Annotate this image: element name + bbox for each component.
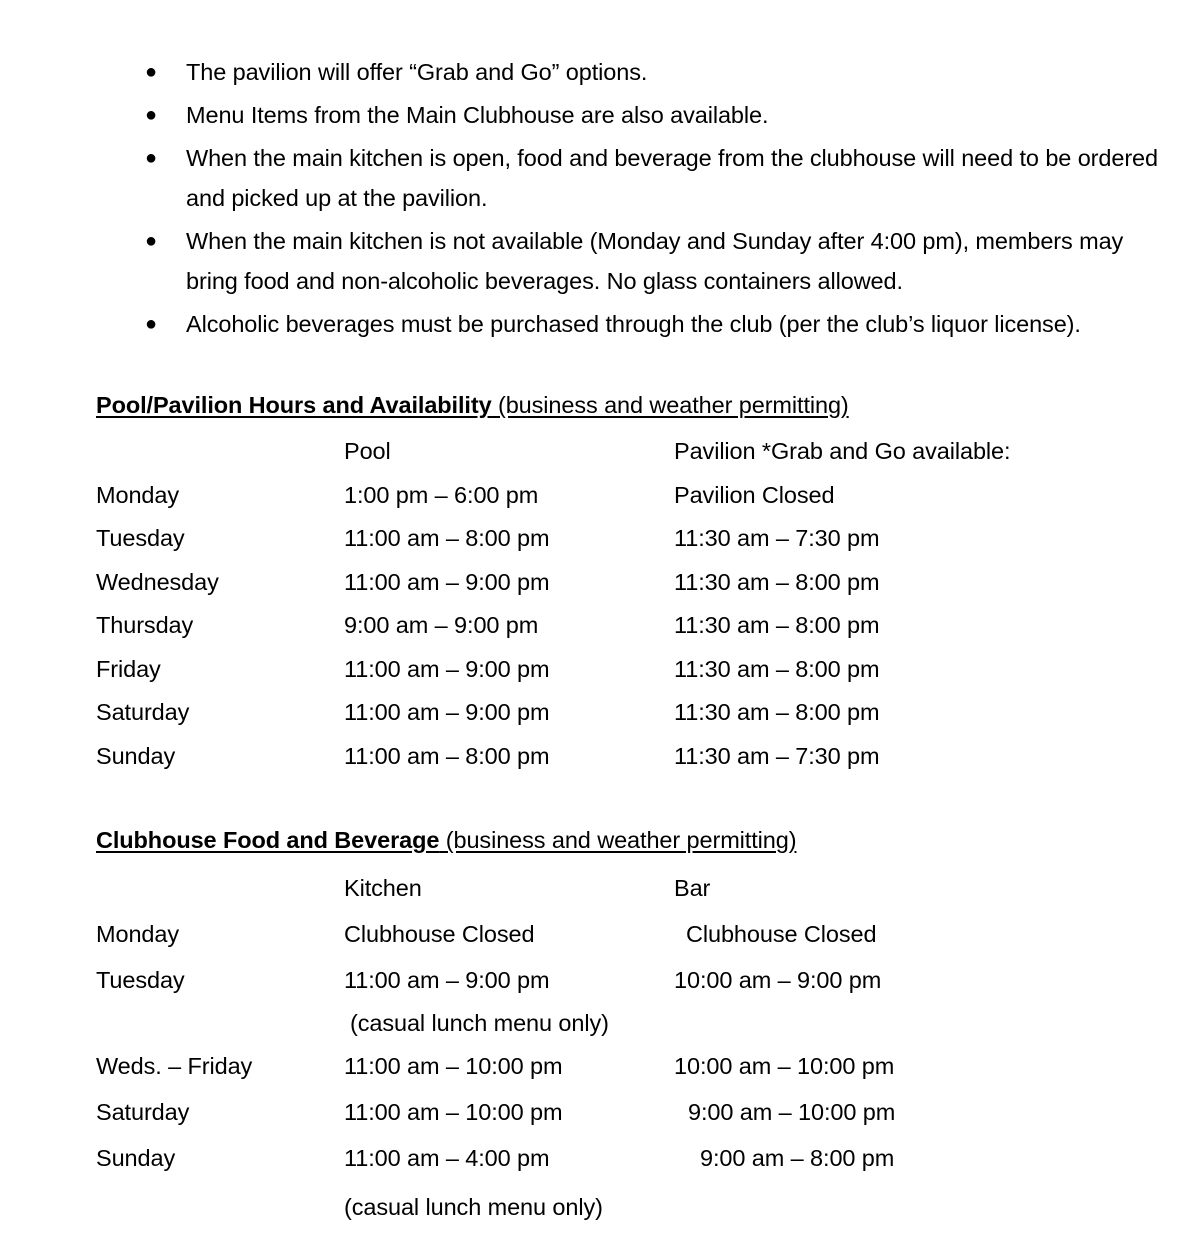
bar-hours: 10:00 am – 9:00 pm	[674, 967, 882, 993]
table-header-row	[96, 430, 1096, 474]
kitchen-hours-note: (casual lunch menu only)	[350, 1010, 609, 1036]
bullet-text: Alcoholic beverages must be purchased through the club (per the club’s liquor license).	[186, 311, 1081, 337]
pool-hours: 11:00 am – 9:00 pm	[344, 568, 550, 595]
bar-hours: 10:00 am – 10:00 pm	[674, 1053, 895, 1079]
pool-heading-note: (business and weather permitting)	[491, 392, 849, 418]
list-item	[138, 221, 1178, 301]
row-day-label: Tuesday	[96, 967, 185, 993]
column-header-pavilion	[674, 430, 1096, 474]
kitchen-hours: 11:00 am – 10:00 pm	[344, 1099, 563, 1125]
pavilion-hours: 11:30 am – 8:00 pm	[674, 699, 880, 725]
footer-spacer	[96, 1181, 344, 1233]
bullet-text: When the main kitchen is open, food and beverage from the clubhouse will need to be ordered and picked up at the pavilion.	[186, 145, 1158, 211]
bullet-text: The pavilion will offer “Grab and Go” options.	[186, 59, 648, 85]
table-row	[96, 561, 1096, 605]
kitchen-hours-cell	[344, 957, 674, 1043]
table-row	[96, 517, 1096, 561]
bullet-text: When the main kitchen is not available (Monday and Sunday after 4:00 pm), members may bring food and non-alcoholic beverages. No glass containers allowed.	[186, 228, 1124, 294]
list-item	[138, 95, 1178, 135]
row-day-label: Tuesday	[96, 525, 185, 551]
clubhouse-footer-note: (casual lunch menu only)	[344, 1194, 603, 1220]
pavilion-hours: 11:30 am – 7:30 pm	[674, 742, 880, 769]
pavilion-hours: Pavilion Closed	[674, 481, 835, 508]
pool-hours: 11:00 am – 9:00 pm	[344, 699, 550, 725]
pavilion-hours: 11:30 am – 8:00 pm	[674, 568, 880, 595]
table-row	[96, 1043, 1096, 1089]
kitchen-hours: 11:00 am – 4:00 pm	[344, 1145, 550, 1171]
row-day-label: Sunday	[96, 742, 176, 769]
kitchen-hours: Clubhouse Closed	[344, 921, 535, 947]
pool-hours: 11:00 am – 8:00 pm	[344, 525, 550, 551]
table-row	[96, 648, 1096, 692]
pavilion-hours: 11:30 am – 8:00 pm	[674, 612, 880, 638]
row-day-label: Saturday	[96, 1099, 190, 1125]
pool-pavilion-schedule-table	[96, 430, 1096, 778]
bullet-dot-icon: ●	[145, 313, 157, 335]
row-day-label: Monday	[96, 481, 180, 508]
table-footer-row	[96, 1181, 1096, 1233]
table-row	[96, 735, 1096, 779]
pool-hours: 11:00 am – 8:00 pm	[344, 742, 550, 769]
bullet-dot-icon: ●	[145, 61, 157, 83]
table-row	[96, 957, 1096, 1043]
bar-hours: 9:00 am – 8:00 pm	[700, 1145, 895, 1171]
row-day-label: Wednesday	[96, 568, 219, 595]
bullet-dot-icon: ●	[145, 230, 157, 252]
table-row	[96, 691, 1096, 735]
clubhouse-section-heading	[96, 825, 796, 855]
table-header-row	[96, 865, 1096, 911]
bullet-dot-icon: ●	[145, 104, 157, 126]
pool-hours: 9:00 am – 9:00 pm	[344, 612, 539, 638]
pool-section-heading	[96, 390, 849, 420]
row-day-label: Saturday	[96, 699, 190, 725]
table-row	[96, 911, 1096, 957]
row-day-label: Friday	[96, 655, 161, 682]
pavilion-hours: 11:30 am – 8:00 pm	[674, 655, 880, 682]
bar-hours: 9:00 am – 10:00 pm	[688, 1099, 896, 1125]
row-day-label: Thursday	[96, 612, 194, 638]
bar-hours: Clubhouse Closed	[686, 921, 877, 947]
row-day-label: Sunday	[96, 1145, 176, 1171]
bullet-dot-icon: ●	[145, 147, 157, 169]
pool-hours: 11:00 am – 9:00 pm	[344, 655, 550, 682]
clubhouse-heading-title: Clubhouse Food and Beverage	[96, 827, 440, 853]
footer-spacer-right	[674, 1181, 1096, 1233]
policy-bullet-list	[138, 52, 1178, 347]
table-row	[96, 1089, 1096, 1135]
column-header-day	[96, 430, 344, 474]
list-item	[138, 138, 1178, 218]
row-day-label: Weds. – Friday	[96, 1053, 253, 1079]
pool-heading-title: Pool/Pavilion Hours and Availability	[96, 392, 492, 418]
kitchen-hours: 11:00 am – 9:00 pm	[344, 967, 550, 993]
row-day-label: Monday	[96, 921, 180, 947]
column-header-pool: Pool	[344, 438, 391, 464]
table-row	[96, 1135, 1096, 1181]
column-header-day	[96, 865, 344, 911]
list-item	[138, 304, 1178, 344]
column-header-pavilion-note: *Grab and Go available:	[755, 438, 1011, 464]
table-row	[96, 474, 1096, 518]
pavilion-hours: 11:30 am – 7:30 pm	[674, 525, 880, 551]
column-header-pavilion-label: Pavilion	[674, 438, 756, 464]
clubhouse-schedule-table	[96, 865, 1096, 1233]
bullet-text: Menu Items from the Main Clubhouse are also available.	[186, 102, 769, 128]
kitchen-hours: 11:00 am – 10:00 pm	[344, 1053, 563, 1079]
column-header-bar: Bar	[674, 875, 711, 901]
clubhouse-heading-note: (business and weather permitting)	[439, 827, 797, 853]
list-item	[138, 52, 1178, 92]
column-header-kitchen: Kitchen	[344, 875, 422, 901]
table-row	[96, 604, 1096, 648]
pool-hours: 1:00 pm – 6:00 pm	[344, 481, 539, 508]
